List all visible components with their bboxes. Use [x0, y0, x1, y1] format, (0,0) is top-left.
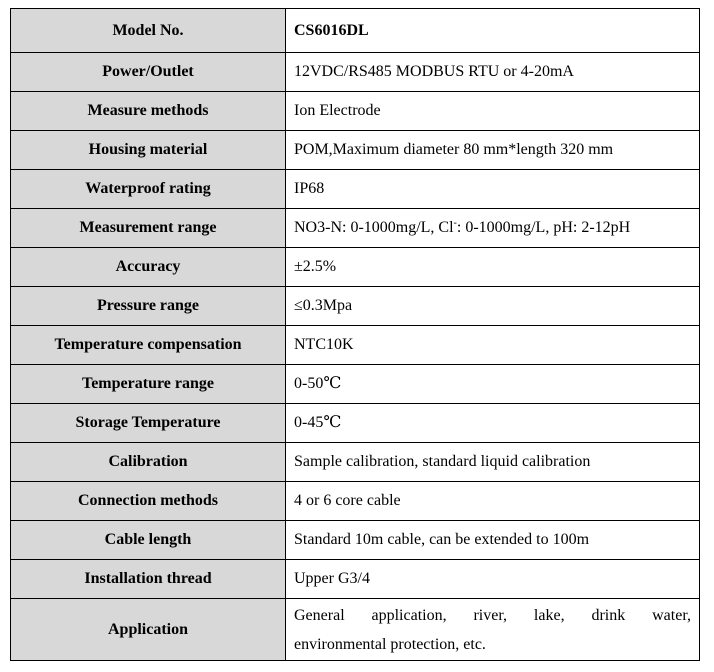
application-line-2: environmental protection, etc. [294, 635, 486, 653]
row-label: Connection methods [11, 482, 286, 521]
table-row [11, 560, 700, 599]
table-row [11, 92, 700, 131]
row-value: Standard 10m cable, can be extended to 100m [286, 521, 700, 560]
table-row [11, 482, 700, 521]
table-row [11, 326, 700, 365]
table-row [11, 521, 700, 560]
row-value: 4 or 6 core cable [286, 482, 700, 521]
table-row [11, 9, 700, 53]
row-label: Storage Temperature [11, 404, 286, 443]
row-value [286, 599, 700, 661]
row-label: Pressure range [11, 287, 286, 326]
row-label: Accuracy [11, 248, 286, 287]
measurement-range-text-part2: : 0-1000mg/L, pH: 2-12pH [456, 219, 631, 236]
table-row [11, 365, 700, 404]
table-row [11, 404, 700, 443]
row-value [286, 209, 700, 248]
row-value: Upper G3/4 [286, 560, 700, 599]
row-label: Cable length [11, 521, 286, 560]
row-label: Application [11, 599, 286, 661]
table-row [11, 170, 700, 209]
row-label: Measurement range [11, 209, 286, 248]
row-value: 0-50℃ [286, 365, 700, 404]
table-row [11, 443, 700, 482]
row-value: ≤0.3Mpa [286, 287, 700, 326]
row-value: 0-45℃ [286, 404, 700, 443]
row-value: NTC10K [286, 326, 700, 365]
table-row [11, 287, 700, 326]
table-row [11, 599, 700, 661]
row-label: Temperature range [11, 365, 286, 404]
row-value: ±2.5% [286, 248, 700, 287]
row-value: CS6016DL [286, 9, 700, 53]
measurement-range-text-part1: NO3-N: 0-1000mg/L, Cl [294, 219, 454, 236]
row-label: Housing material [11, 131, 286, 170]
row-value: Sample calibration, standard liquid calibration [286, 443, 700, 482]
row-label: Installation thread [11, 560, 286, 599]
row-label: Calibration [11, 443, 286, 482]
row-label: Waterproof rating [11, 170, 286, 209]
chloride-superscript: - [453, 217, 457, 229]
row-value: 12VDC/RS485 MODBUS RTU or 4-20mA [286, 53, 700, 92]
table-row [11, 209, 700, 248]
application-line-1: General application, river, lake, drink water, [294, 606, 691, 624]
row-label: Temperature compensation [11, 326, 286, 365]
row-value: IP68 [286, 170, 700, 209]
row-value: Ion Electrode [286, 92, 700, 131]
row-label: Power/Outlet [11, 53, 286, 92]
table-row [11, 248, 700, 287]
specification-table [10, 8, 700, 661]
row-label: Measure methods [11, 92, 286, 131]
row-value: POM,Maximum diameter 80 mm*length 320 mm [286, 131, 700, 170]
row-label: Model No. [11, 9, 286, 53]
table-row [11, 53, 700, 92]
table-row [11, 131, 700, 170]
